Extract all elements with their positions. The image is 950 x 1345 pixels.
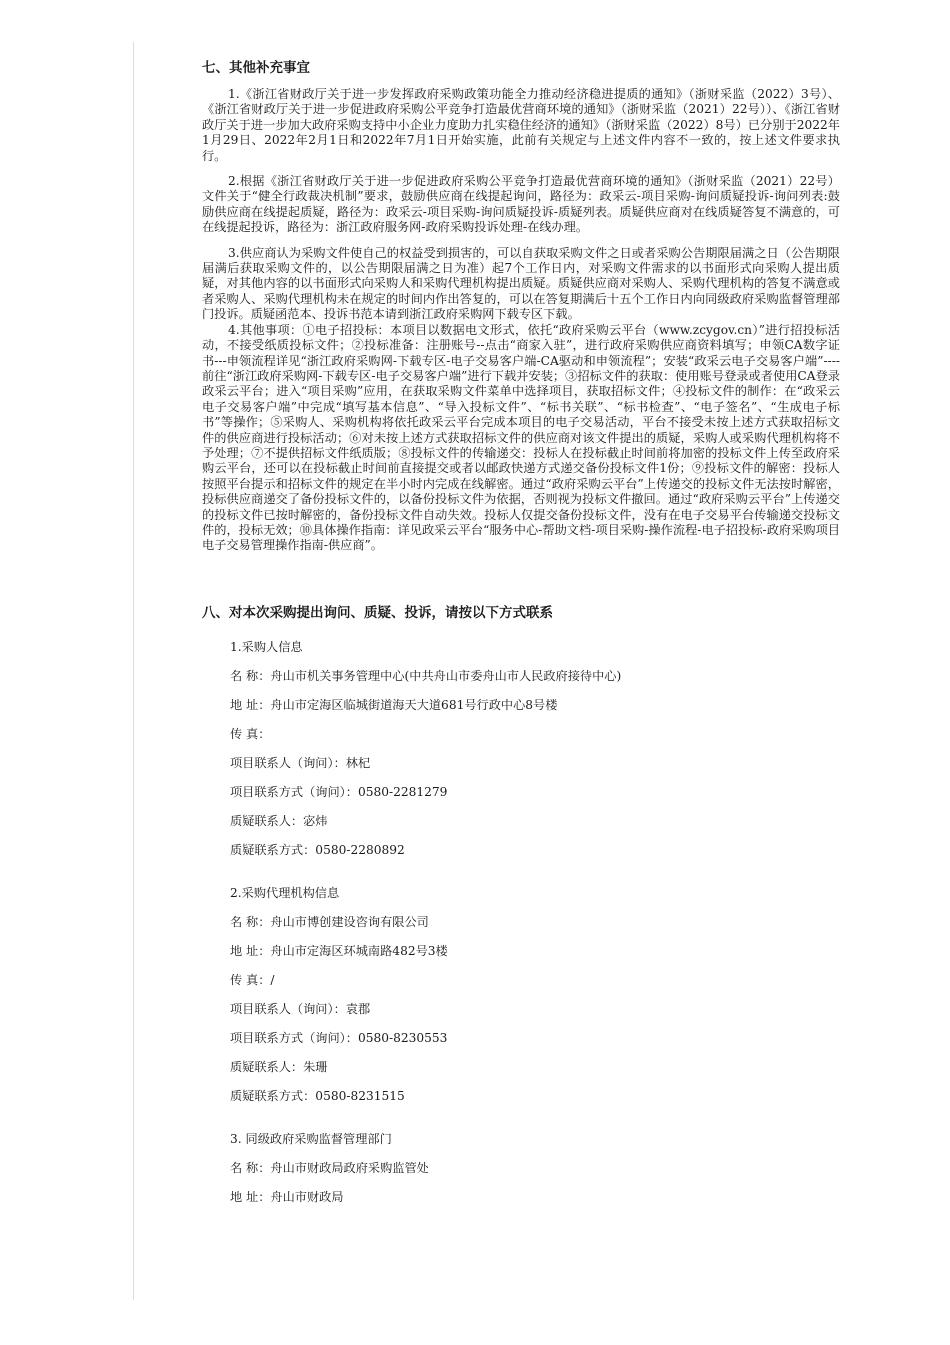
- purchaser-address: 地 址：舟山市定海区临城街道海天大道681号行政中心8号楼: [230, 697, 558, 712]
- page-margin-rule: [133, 42, 134, 1300]
- purchaser-project-phone: 项目联系方式（询问）：0580-2281279: [230, 784, 448, 799]
- supervisor-info-title: 3. 同级政府采购监督管理部门: [230, 1131, 392, 1146]
- purchaser-fax: 传 真：: [230, 726, 271, 741]
- purchaser-name: 名 称：舟山市机关事务管理中心(中共舟山市委舟山市人民政府接待中心): [230, 668, 622, 683]
- purchaser-info-title: 1.采购人信息: [230, 639, 303, 654]
- section-7-paragraph-2: 2.根据《浙江省财政厅关于进一步促进政府采购公平竞争打造最优营商环境的通知》（浙财采监（2021）22号）文件关于“健全行政裁决机制”要求，鼓励供应商在线提起询问，路径为：政采云-项目采购-询问质疑投诉-询问列表:鼓励供应商在线提起质疑，路径为：政采云-项目采购-询问质疑投诉-质疑列表。质疑供应商对在线质疑答复不满意的，可在线提起投诉，路径为：浙江政府服务网-政府采购投诉处理-在线办理。: [202, 174, 840, 235]
- spacer: [202, 1111, 840, 1125]
- supervisor-address: 地 址：舟山市财政局: [230, 1189, 344, 1204]
- purchaser-project-contact: 项目联系人（询问）：林杞: [230, 755, 371, 770]
- agency-project-phone: 项目联系方式（询问）：0580-8230553: [230, 1030, 448, 1045]
- agency-address: 地 址：舟山市定海区环城南路482号3楼: [230, 943, 448, 958]
- agency-query-phone: 质疑联系方式：0580-8231515: [230, 1088, 405, 1103]
- purchaser-query-contact: 质疑联系人：宓炜: [230, 813, 328, 828]
- section-7-paragraph-1: 1.《浙江省财政厅关于进一步发挥政府采购政策功能全力推动经济稳进提质的通知》（浙财采监（2022）3号）、《浙江省财政厅关于进一步促进政府采购公平竞争打造最优营商环境的通知》（浙财采监（2021）22号））、《浙江省财政厅关于进一步加大政府采购支持中小企业力度助力扎实稳住经济的通知》（浙财采监（2022）8号）已分别于2022年1月29日、2022年2月1日和2022年7月1日开始实施，此前有关规定与上述文件内容不一致的，按上述文件要求执行。: [202, 87, 840, 163]
- section-8-heading: 八、对本次采购提出询问、质疑、投诉，请按以下方式联系: [202, 604, 553, 621]
- supervisor-name: 名 称：舟山市财政局政府采购监管处: [230, 1160, 429, 1175]
- purchaser-query-phone: 质疑联系方式：0580-2280892: [230, 842, 405, 857]
- agency-name: 名 称：舟山市博创建设咨询有限公司: [230, 914, 429, 929]
- section-7-paragraph-3: 3.供应商认为采购文件使自己的权益受到损害的，可以自获取采购文件之日或者采购公告期限届满之日（公告期限届满后获取采购文件的，以公告期限届满之日为准）起7个工作日内，对采购文件需求的以书面形式向采购人提出质疑，对其他内容的以书面形式向采购人和采购代理机构提出质疑。质疑供应商对采购人、采购代理机构的答复不满意或者采购人、采购代理机构未在规定的时间内作出答复的，可以在答复期满后十五个工作日内向同级政府采购监督管理部门投诉。质疑函范本、投诉书范本请到浙江政府采购网下载专区下载。: [202, 245, 840, 322]
- document-page: [202, 58, 840, 1300]
- spacer: [202, 865, 840, 879]
- section-7-paragraph-4: 4.其他事项：①电子招投标：本项目以数据电文形式，依托“政府采购云平台（www.zcygov.cn）”进行招投标活动，不接受纸质投标文件；②投标准备：注册账号--点击“商家入驻”，进行政府采购供应商资料填写；申领CA数字证书---申领流程详见“浙江政府采购网-下载专区-电子交易客户端-CA驱动和申领流程”；安装“政采云电子交易客户端”----前往“浙江政府采购网-下载专区-电子交易客户端”进行下载并安装；③招标文件的获取：使用账号登录或者使用CA登录政采云平台；进入“项目采购”应用，在获取采购文件菜单中选择项目，获取招标文件；④投标文件的制作：在“政采云电子交易客户端”中完成“填写基本信息”、“导入投标文件”、“标书关联”、“标书检查”、“电子签名”、“生成电子标书”等操作；⑤采购人、采购机构将依托政采云平台完成本项目的电子交易活动，平台不接受未按上述方式获取招标文件的供应商进行投标活动；⑥对未按上述方式获取招标文件的供应商对该文件提出的质疑，采购人或采购代理机构将不予处理；⑦不提供招标文件纸质版；⑧投标文件的传输递交：投标人在投标截止时间前将加密的投标文件上传至政府采购云平台，还可以在投标截止时间前直接提交或者以邮政快递方式递交备份投标文件1份；⑨投标文件的解密：投标人按照平台提示和招标文件的规定在半小时内完成在线解密。通过“政府采购云平台”上传递交的投标文件无法按时解密，投标供应商递交了备份投标文件的，以备份投标文件为依据，否则视为投标文件撤回。通过“政府采购云平台”上传递交的投标文件已按时解密的，备份投标文件自动失效。投标人仅提交备份投标文件，没有在电子交易平台传输递交投标文件的，投标无效；⑩具体操作指南：详见政采云平台“服务中心-帮助文档-项目采购-操作流程-电子招投标-政府采购项目电子交易管理操作指南-供应商”。: [202, 322, 840, 553]
- section-7-heading: 七、其他补充事宜: [202, 60, 310, 76]
- agency-info-title: 2.采购代理机构信息: [230, 885, 340, 900]
- agency-project-contact: 项目联系人（询问）：袁郡: [230, 1001, 371, 1016]
- agency-query-contact: 质疑联系人：朱珊: [230, 1059, 328, 1074]
- agency-fax: 传 真：/: [230, 972, 275, 987]
